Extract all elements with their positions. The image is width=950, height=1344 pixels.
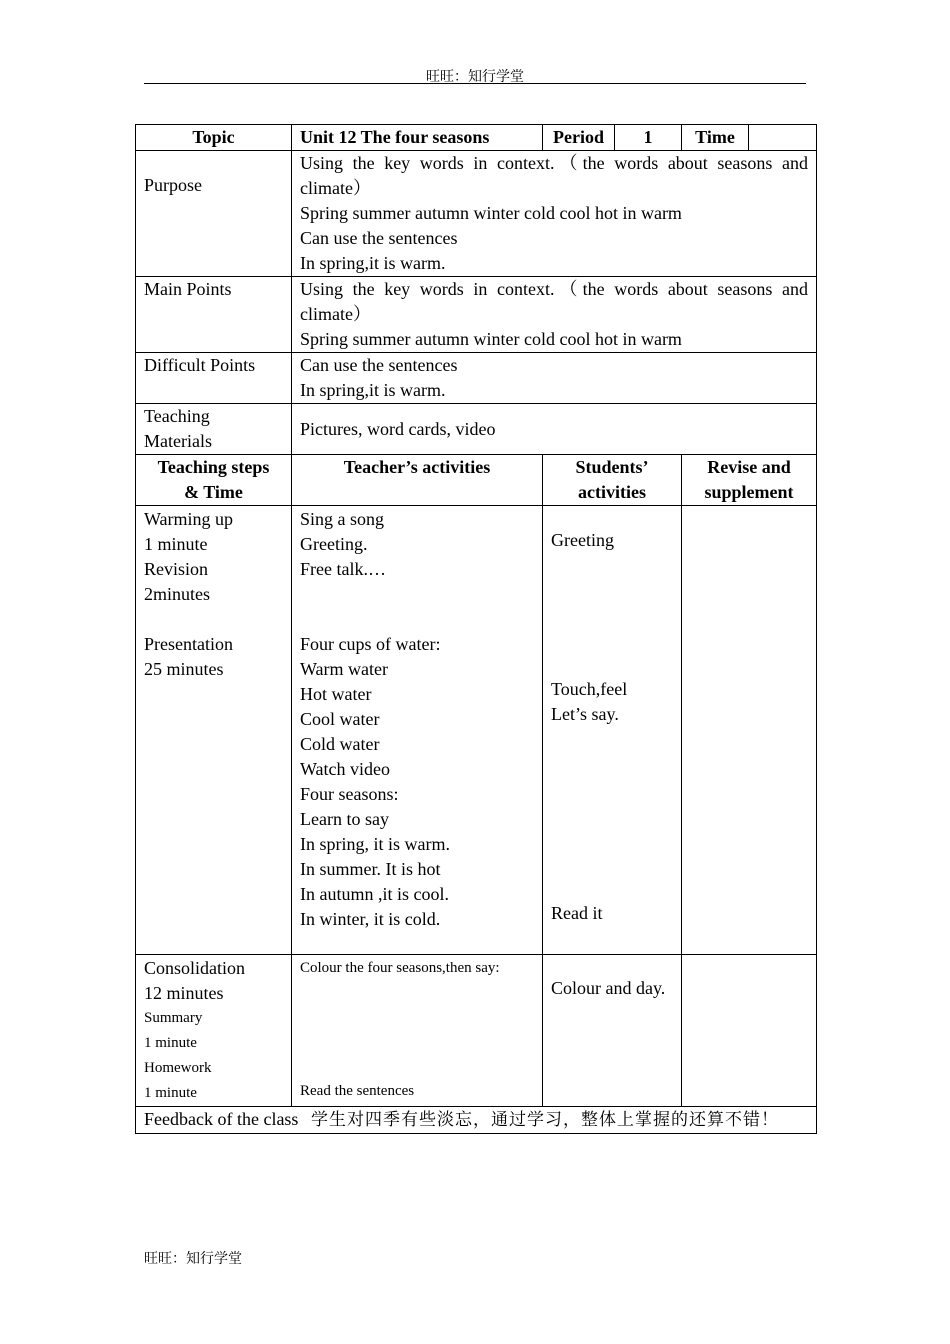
feedback-row — [136, 1107, 817, 1134]
topic-value: Unit 12 The four seasons — [292, 125, 543, 151]
time-value — [749, 125, 817, 151]
topic-label: Topic — [136, 125, 292, 151]
steps-header-line: & Time — [184, 482, 243, 502]
header-rule — [144, 83, 806, 84]
teacher-line: Greeting. — [300, 534, 368, 554]
lesson-plan-table — [135, 124, 817, 1134]
teaching-materials-label — [136, 404, 292, 455]
steps-main-revise — [682, 506, 817, 955]
steps-header-line: Revise and — [707, 457, 791, 477]
student-line: Let’s say. — [551, 704, 619, 724]
difficult-points-row — [136, 353, 817, 404]
teacher-line: Four seasons: — [300, 784, 399, 804]
main-points-label: Main Points — [136, 277, 292, 353]
step-line: Presentation — [144, 634, 233, 654]
purpose-line: Using the key words in context.（the words about seasons and climate） — [300, 153, 808, 198]
consolidation-revise — [682, 955, 817, 1107]
student-line: Touch,feel — [551, 679, 628, 699]
steps-header-row — [136, 455, 817, 506]
consolidation-teacher-top: Colour the four seasons,then say: — [300, 960, 500, 976]
steps-header-line: Teaching steps — [157, 457, 270, 477]
teacher-line: Learn to say — [300, 809, 389, 829]
teacher-line: Four cups of water: — [300, 634, 441, 654]
steps-header-steps — [136, 455, 292, 506]
consolidation-step-line: Consolidation — [144, 958, 246, 978]
teaching-materials-row — [136, 404, 817, 455]
purpose-row — [136, 151, 817, 277]
steps-main-teacher — [292, 506, 543, 955]
teacher-gap — [300, 607, 534, 632]
step-line: Warming up — [144, 509, 234, 529]
difficult-points-label: Difficult Points — [136, 353, 292, 404]
teaching-materials-value: Pictures, word cards, video — [292, 404, 817, 455]
purpose-content — [292, 151, 817, 277]
student-line: Read it — [551, 903, 603, 923]
steps-main-students — [543, 506, 682, 955]
difficult-points-line: In spring,it is warm. — [300, 380, 446, 400]
purpose-line: Can use the sentences — [300, 228, 458, 248]
difficult-points-line: Can use the sentences — [300, 355, 458, 375]
steps-header-line: Students’ — [575, 457, 649, 477]
step-gap — [144, 607, 283, 632]
teacher-line: Sing a song — [300, 509, 385, 529]
teaching-materials-label-line: Materials — [144, 431, 212, 451]
time-label: Time — [682, 125, 749, 151]
teacher-line: In autumn ,it is cool. — [300, 884, 449, 904]
period-value: 1 — [615, 125, 682, 151]
steps-main-steps — [136, 506, 292, 955]
step-line: 25 minutes — [144, 659, 224, 679]
teacher-line: In summer. It is hot — [300, 859, 441, 879]
purpose-line: In spring,it is warm. — [300, 253, 446, 273]
feedback-value: 学生对四季有些淡忘，通过学习，整体上掌握的还算不错！ — [310, 1110, 779, 1130]
step-line: 2minutes — [144, 584, 210, 604]
teacher-line: Cool water — [300, 709, 380, 729]
page-header: 旺旺：知行学堂 — [426, 70, 524, 85]
period-label: Period — [543, 125, 615, 151]
feedback-cell — [136, 1107, 817, 1134]
main-points-content — [292, 277, 817, 353]
consolidation-teacher-bottom: Read the sentences — [300, 1083, 415, 1099]
consolidation-row — [136, 955, 817, 1107]
consolidation-step-line: 1 minute — [144, 1035, 197, 1051]
consolidation-step-line: Homework — [144, 1060, 212, 1076]
student-line: Greeting — [551, 530, 614, 550]
teacher-line: Hot water — [300, 684, 372, 704]
purpose-line: Spring summer autumn winter cold cool hot in warm — [300, 203, 682, 223]
consolidation-teacher — [292, 955, 543, 1107]
main-points-row — [136, 277, 817, 353]
teacher-line: Warm water — [300, 659, 389, 679]
consolidation-students: Colour and day. — [543, 955, 682, 1107]
main-points-line: Spring summer autumn winter cold cool hot in warm — [300, 329, 682, 349]
difficult-points-content — [292, 353, 817, 404]
step-line: 1 minute — [144, 534, 208, 554]
main-points-line: Using the key words in context.（the words about seasons and climate） — [300, 279, 808, 324]
steps-main-row — [136, 506, 817, 955]
teacher-gap — [300, 582, 534, 607]
teaching-materials-label-line: Teaching — [144, 406, 210, 426]
topic-row — [136, 125, 817, 151]
steps-header-students — [543, 455, 682, 506]
consolidation-steps — [136, 955, 292, 1107]
feedback-label: Feedback of the class — [144, 1109, 299, 1129]
steps-header-line: activities — [578, 482, 646, 502]
step-line: Revision — [144, 559, 209, 579]
steps-header-revise — [682, 455, 817, 506]
steps-header-teacher: Teacher’s activities — [292, 455, 543, 506]
teacher-line: In spring, it is warm. — [300, 834, 450, 854]
page-footer: 旺旺：知行学堂 — [144, 1252, 242, 1267]
steps-header-line: supplement — [704, 482, 794, 502]
consolidation-step-line: Summary — [144, 1010, 203, 1026]
purpose-label: Purpose — [136, 151, 292, 277]
teacher-line: Free talk.… — [300, 559, 386, 579]
teacher-line: In winter, it is cold. — [300, 909, 441, 929]
teacher-line: Watch video — [300, 759, 391, 779]
teacher-line: Cold water — [300, 734, 380, 754]
consolidation-step-line: 1 minute — [144, 1085, 197, 1101]
consolidation-step-line: 12 minutes — [144, 983, 224, 1003]
